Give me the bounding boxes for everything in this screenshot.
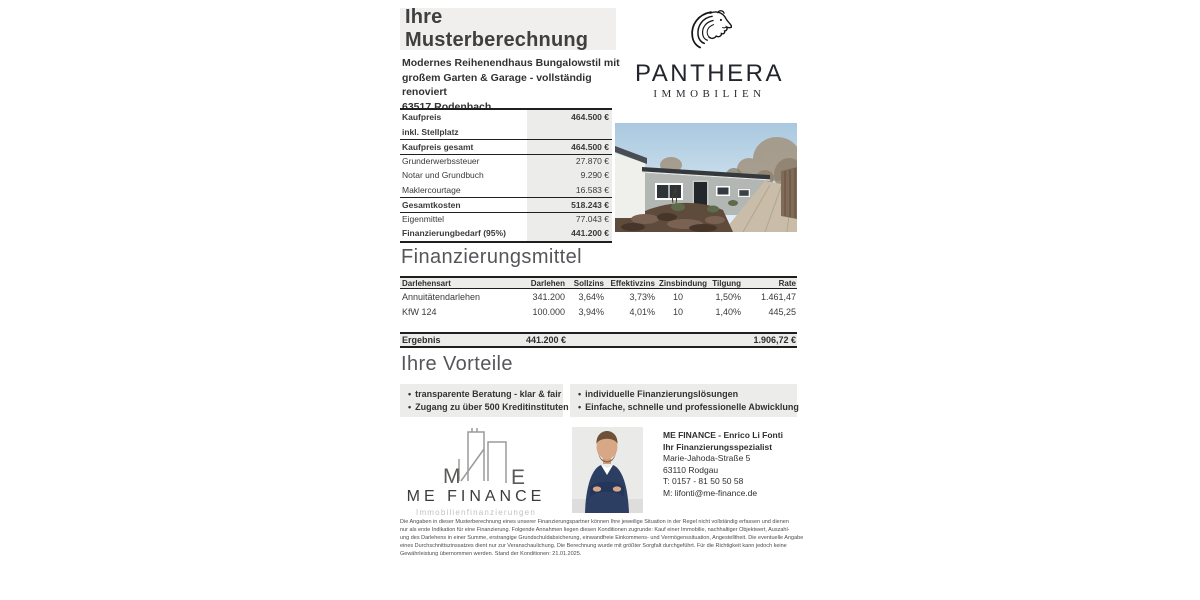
financing-heading: Finanzierungsmittel: [401, 246, 583, 268]
table-row: [400, 125, 612, 140]
cost-value: 464.500 €: [527, 110, 612, 125]
cell-art: KfW 124: [402, 306, 437, 317]
disclaimer-line: nur als erste Indikation für eine Finanzierung. Folgende Annahmen liegen diesen Konditionen zugrunde: Kauf einer Immobilie, nachhaltiger Objektwert, Auszahl-: [400, 527, 790, 533]
cell-darlehen: 341.200: [532, 291, 565, 302]
bullet-icon: •: [408, 389, 412, 400]
contact-role: Ihr Finanzierungsspezialist: [663, 441, 773, 452]
bullet-icon: •: [408, 401, 412, 412]
vorteile-text: individuelle Finanzierungslösungen: [585, 389, 739, 400]
contact-email: M: lifonti@me-finance.de: [663, 487, 758, 498]
property-photo: [615, 123, 797, 232]
col-effektivzins: Effektivzins: [610, 278, 655, 288]
bullet-icon: •: [578, 389, 582, 400]
list-item: [578, 401, 799, 412]
cost-label: Kaufpreis: [402, 112, 442, 123]
contact-block: [663, 430, 803, 500]
list-item: [408, 401, 569, 412]
vorteile-text: Einfache, schnelle und professionelle Abwicklung: [585, 401, 799, 412]
page-title: Ihre Musterberechnung: [405, 6, 589, 51]
cell-tilgung: 1,50%: [715, 291, 741, 302]
cell-art: Annuitätendarlehen: [402, 291, 481, 302]
property-line-2: großem Garten & Garage - vollständig renoviert: [402, 71, 592, 98]
brand-name: PANTHERA: [635, 60, 784, 87]
cell-zinsbindung: 10: [672, 291, 683, 302]
vorteile-text: transparente Beratung - klar & fair: [415, 389, 562, 400]
table-row: [400, 197, 612, 212]
col-zinsbindung: Zinsbindung: [659, 278, 707, 288]
panthera-logo: [622, 8, 797, 100]
me-finance-tagline: Immobilienfinanzierungen: [416, 508, 536, 517]
buildings-icon: [411, 427, 541, 487]
result-row: [400, 332, 797, 348]
contact-name: ME FINANCE - Enrico Li Fonti: [663, 430, 783, 440]
table-row: [400, 139, 612, 154]
bullet-icon: •: [578, 401, 582, 412]
table-row: [400, 154, 612, 169]
table-row: [400, 304, 797, 319]
cell-rate: 445,25: [768, 306, 796, 317]
property-description: [402, 56, 632, 114]
disclaimer-line: Die Angaben in dieser Musterberechnung eines unserer Finanzierungspartner können Ihre jeweilige Situation in der Regel nicht vollständig erfassen und dienen: [400, 519, 789, 525]
table-row: [400, 183, 612, 198]
cost-label: Grunderwerbssteuer: [402, 156, 480, 167]
col-sollzins: Sollzins: [573, 278, 604, 288]
contact-phone: T: 0157 - 81 50 50 58: [663, 476, 744, 487]
col-darlehensart: Darlehensart: [402, 278, 451, 288]
cost-label: Gesamtkosten: [402, 199, 461, 210]
title-banner: [400, 8, 616, 50]
vorteile-list-right: [570, 384, 797, 417]
cost-value: 9.290 €: [527, 168, 612, 183]
col-rate: Rate: [778, 278, 796, 288]
financing-table: [400, 276, 797, 348]
cost-value: 441.200 €: [527, 226, 612, 241]
cost-value: [527, 125, 612, 140]
table-row: [400, 226, 612, 241]
advisor-photo: [572, 427, 643, 513]
me-finance-logo: [400, 427, 552, 517]
cell-darlehen: 100.000: [532, 306, 565, 317]
logo-letter-e: E: [511, 466, 526, 487]
table-row: [400, 289, 797, 304]
cost-value: 518.243 €: [527, 198, 612, 212]
cell-rate: 1.461,47: [760, 291, 796, 302]
property-line-1: Modernes Reihenendhaus Bungalowstil mit: [402, 57, 620, 69]
cell-effektivzins: 3,73%: [629, 291, 655, 302]
cost-value: 464.500 €: [527, 140, 612, 154]
cell-zinsbindung: 10: [672, 306, 683, 317]
list-item: [578, 389, 789, 399]
cost-label: Kaufpreis gesamt: [402, 141, 474, 152]
me-finance-name: ME FINANCE: [406, 488, 546, 505]
cell-sollzins: 3,64%: [578, 291, 604, 302]
contact-street: Marie-Jahoda-Straße 5: [663, 453, 751, 464]
vorteile-text: Zugang zu über 500 Kreditinstituten: [415, 401, 569, 412]
logo-letter-m: M: [443, 465, 461, 487]
table-row: [400, 212, 612, 227]
cost-table: [400, 108, 612, 243]
brand-subtitle: IMMOBILIEN: [653, 88, 766, 100]
table-header-row: [400, 276, 797, 289]
cost-label: Finanzierungbedarf (95%): [402, 228, 506, 239]
cost-value: 27.870 €: [527, 155, 612, 169]
cost-value: 77.043 €: [527, 213, 612, 227]
property-line-3: 63517 Rodenbach: [402, 100, 492, 113]
cost-value: 16.583 €: [527, 183, 612, 198]
cost-label: inkl. Stellplatz: [402, 126, 459, 137]
disclaimer-line: ung des Darlehens in einer Summe, erstrangige Grundschuldabsicherung, einwandfreie Einkommens- und Vermögenssituation, Angestelltheit. Die eventuelle Angabe: [400, 535, 804, 541]
cost-label: Eigenmittel: [402, 214, 445, 225]
cost-label: Notar und Grundbuch: [402, 170, 484, 181]
table-row: [400, 168, 612, 183]
col-darlehen: Darlehen: [530, 278, 565, 288]
result-label: Ergebnis: [402, 335, 441, 345]
vorteile-list-left: [400, 384, 569, 417]
disclaimer-line: eines Durchschnittszinssatzes dient nur zur Veranschaulichung. Die Berechnung wurde mit größter Sorgfalt durchgeführt. Für die Richtigkeit kann jedoch keine: [400, 543, 787, 549]
vorteile-heading: Ihre Vorteile: [401, 353, 513, 375]
cost-label: Maklercourtage: [402, 184, 461, 195]
list-item: [408, 389, 562, 400]
cell-effektivzins: 4,01%: [629, 306, 655, 317]
table-row: [400, 110, 612, 125]
result-darlehen: 441.200 €: [525, 335, 566, 345]
lion-icon: [677, 8, 743, 60]
disclaimer: [400, 518, 804, 558]
cell-sollzins: 3,94%: [578, 306, 604, 317]
result-rate: 1.906,72 €: [753, 335, 796, 345]
disclaimer-line: Gewährleistung übernommen werden. Stand der Konditionen: 21.01.2025.: [400, 551, 582, 557]
contact-city: 63110 Rodgau: [663, 464, 719, 475]
col-tilgung: Tilgung: [712, 278, 741, 288]
cell-tilgung: 1,40%: [715, 306, 741, 317]
